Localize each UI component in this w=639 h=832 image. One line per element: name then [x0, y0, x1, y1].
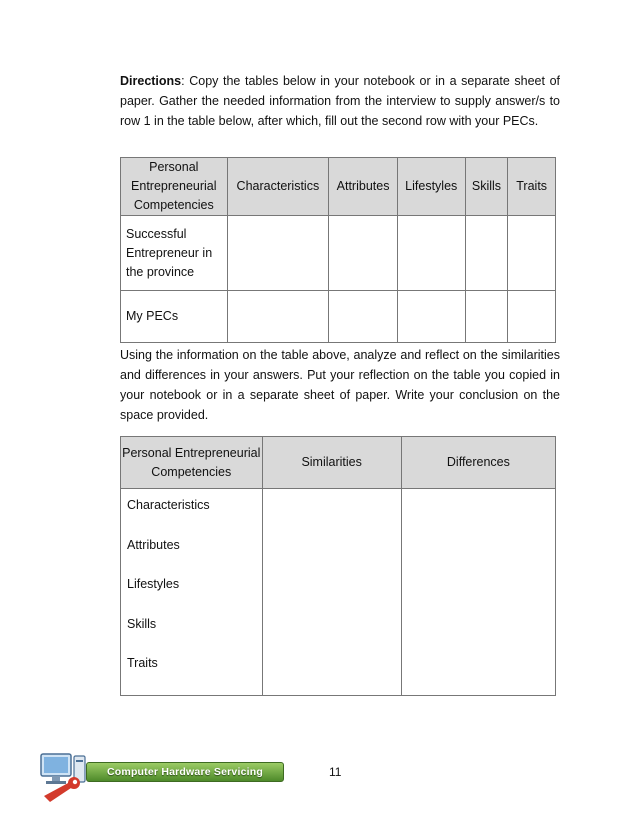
differences-cell — [401, 489, 555, 696]
header-skills: Skills — [465, 158, 508, 216]
directions-label: Directions — [120, 74, 182, 88]
header-differences: Differences — [401, 437, 555, 489]
empty-cell — [465, 291, 508, 343]
list-item-characteristics: Characteristics — [127, 498, 210, 512]
list-item-skills: Skills — [127, 616, 157, 631]
empty-cell — [329, 216, 398, 291]
header-similarities: Similarities — [262, 437, 401, 489]
directions-paragraph — [120, 71, 560, 131]
pec-table-header-row — [121, 158, 556, 216]
reflection-table-header-row — [121, 437, 556, 489]
header-lifestyles: Lifestyles — [397, 158, 465, 216]
pec-table — [120, 157, 556, 343]
reflection-paragraph: Using the information on the table above, analyze and reflect on the similarities and differences in your answers. Put your reflection on the table you copied in your notebook or in a separate sheet of paper. Write your conclusion on the space provided. — [120, 348, 560, 422]
list-item-attributes: Attributes — [127, 537, 180, 552]
empty-cell — [465, 216, 508, 291]
table-row — [121, 216, 556, 291]
page-number: 11 — [329, 765, 342, 779]
empty-cell — [508, 216, 556, 291]
list-item-traits: Traits — [127, 656, 158, 670]
list-item-lifestyles: Lifestyles — [127, 577, 180, 591]
header-traits: Traits — [508, 158, 556, 216]
table-row — [121, 291, 556, 343]
empty-cell — [508, 291, 556, 343]
header-characteristics: Characteristics — [227, 158, 329, 216]
empty-cell — [397, 216, 465, 291]
empty-cell — [227, 216, 329, 291]
empty-cell — [397, 291, 465, 343]
logo-banner: Computer Hardware Servicing — [86, 762, 284, 782]
header-pec: Personal Entrepreneurial Competencies — [121, 437, 263, 489]
reflection-table — [120, 436, 556, 696]
similarities-cell — [262, 489, 401, 696]
row-label-successful-entrepreneur: Successful Entrepreneur in the province — [121, 216, 228, 291]
row-label-my-pecs: My PECs — [121, 291, 228, 343]
empty-cell — [227, 291, 329, 343]
header-attributes: Attributes — [329, 158, 398, 216]
empty-cell — [329, 291, 398, 343]
footer-logo — [38, 748, 263, 804]
header-pec: Personal Entrepreneurial Competencies — [121, 158, 228, 216]
pec-list-cell — [121, 489, 263, 696]
table-row — [121, 489, 556, 696]
directions-text: : Copy the tables below in your notebook or in a separate sheet of paper. Gather the needed information from the interview to supply answer/s to row 1 in the table below, after which, fill out the second row with your PECs. — [120, 74, 560, 128]
